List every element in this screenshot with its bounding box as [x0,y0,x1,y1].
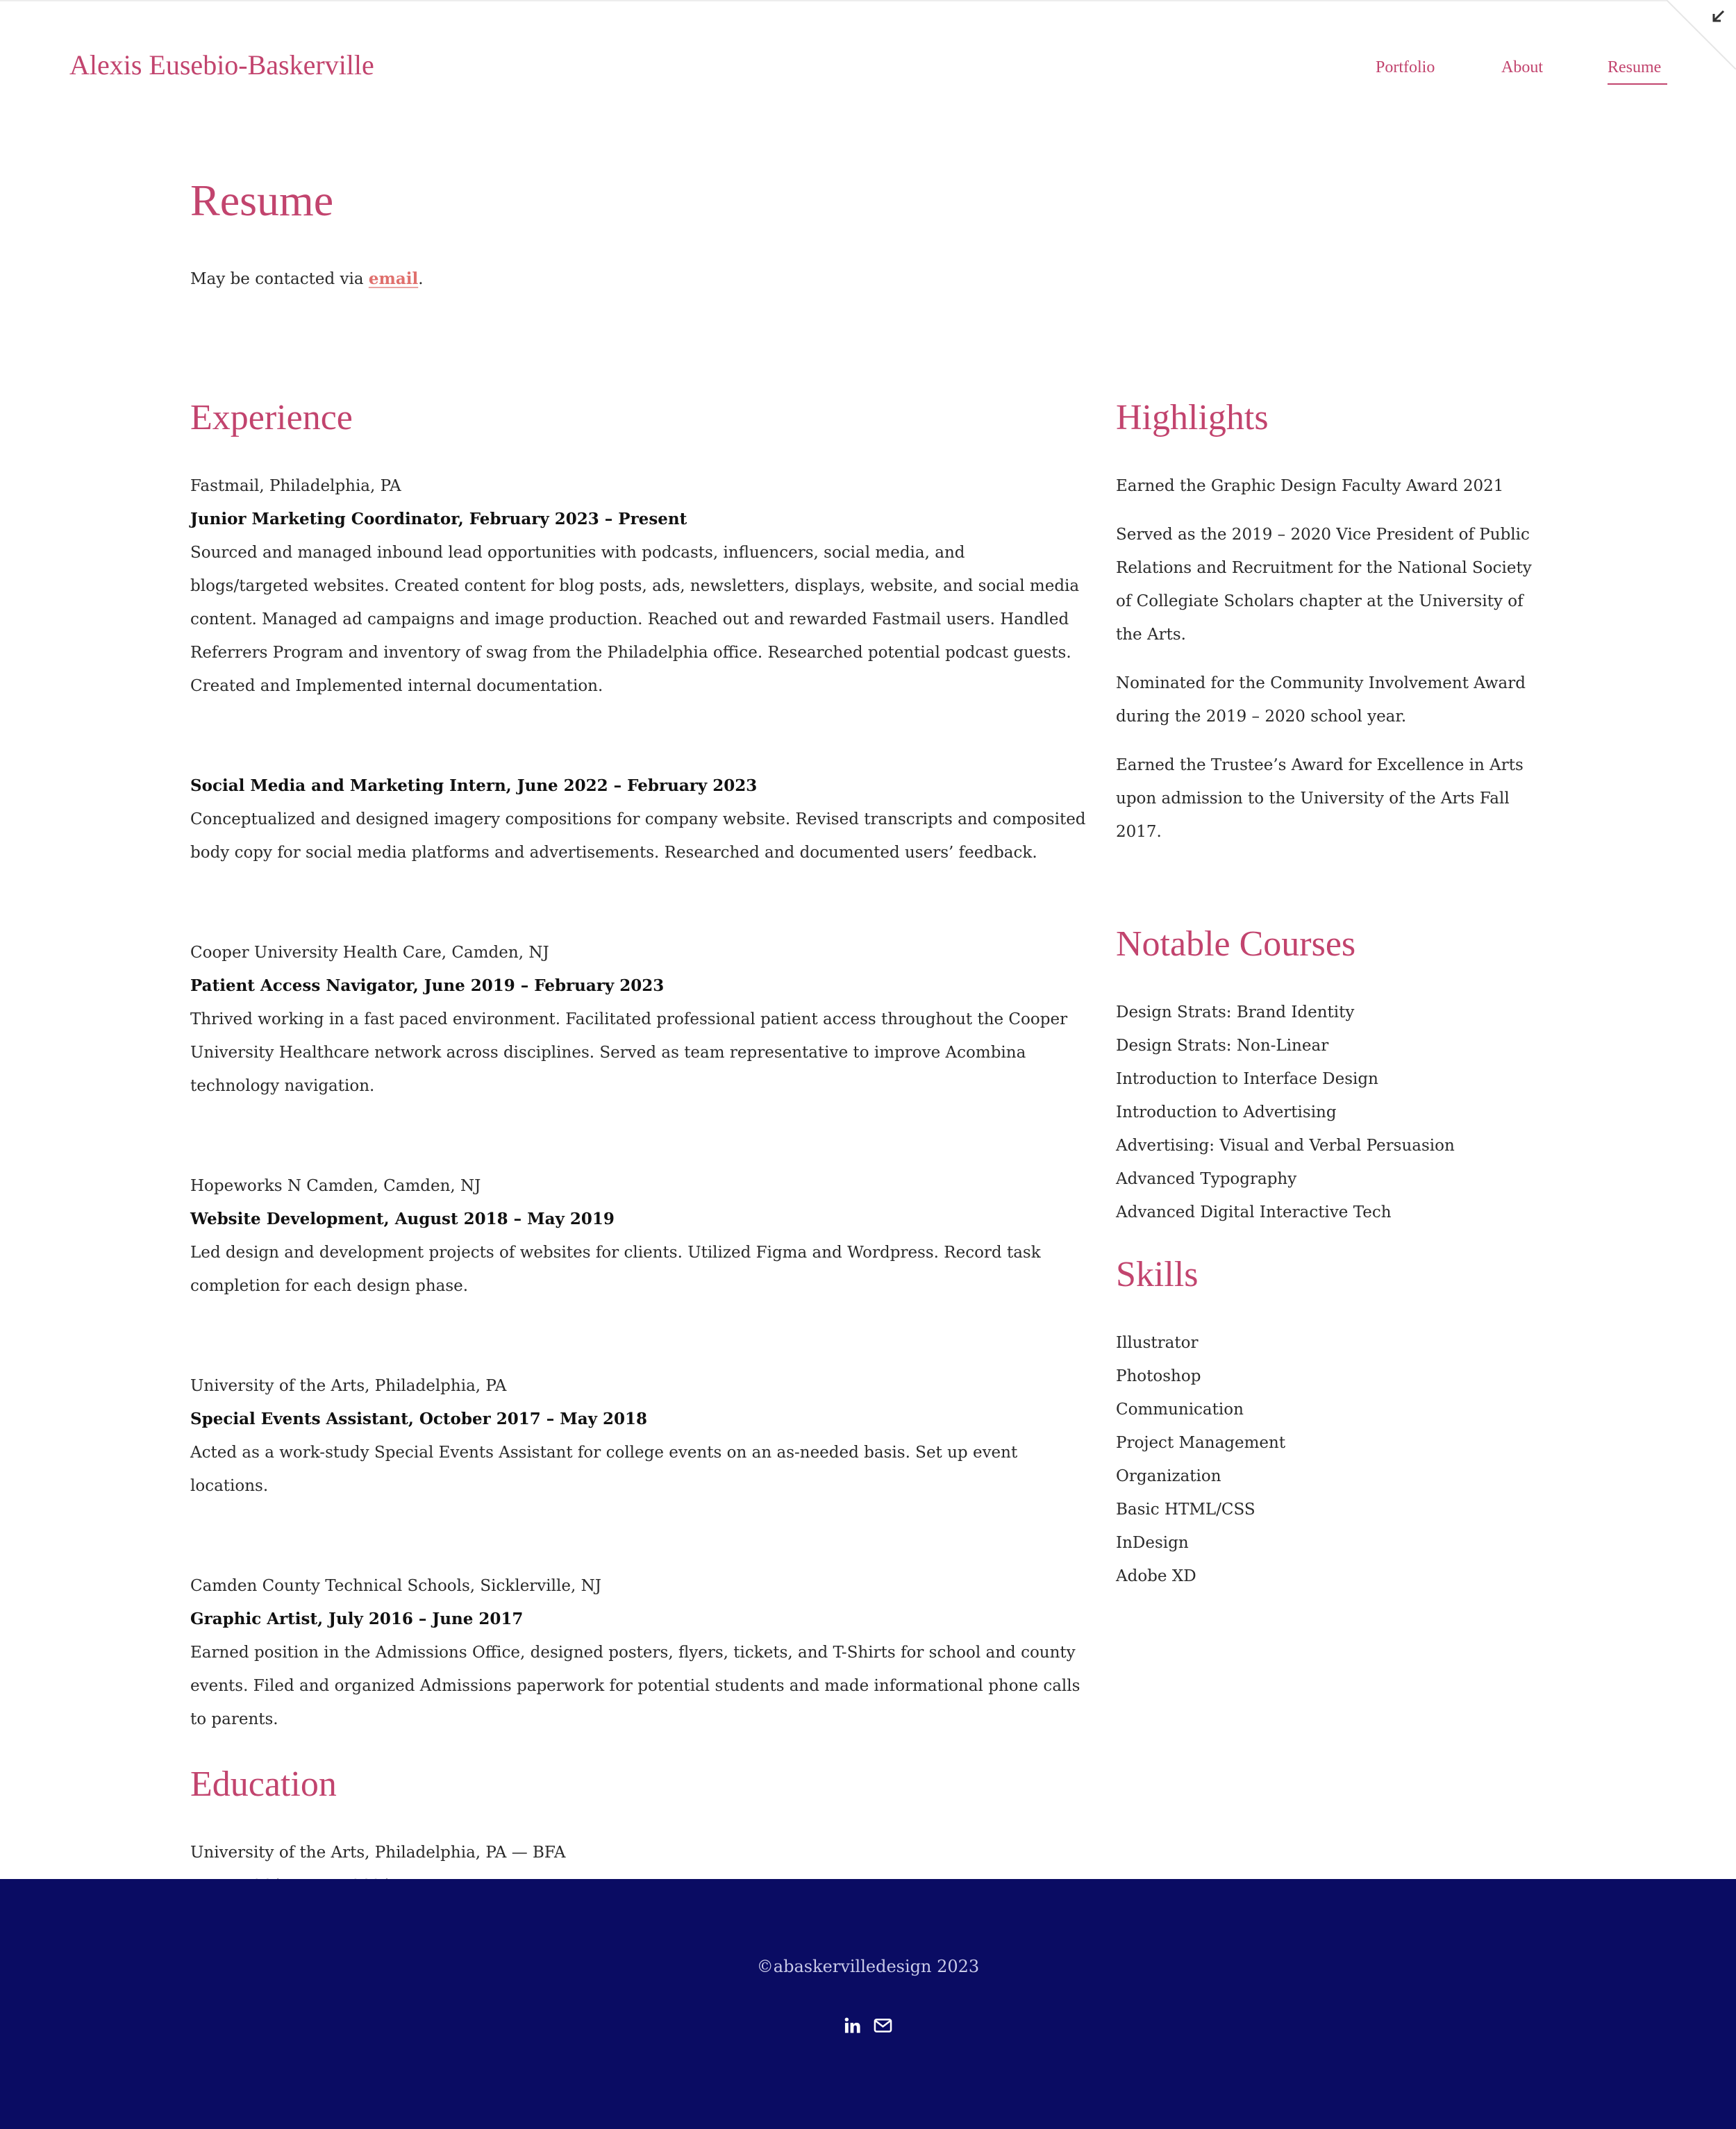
highlight-item: Earned the Graphic Design Faculty Award 2021 [1116,477,1504,495]
job-role: Graphic Artist, July 2016 – June 2017 [190,1610,524,1628]
contact-line [190,269,424,288]
nav-resume[interactable]: Resume [1608,58,1662,76]
highlights-heading: Highlights [1116,398,1269,437]
site-footer [0,1879,1736,2129]
job-role: Special Events Assistant, October 2017 – May 2018 [190,1410,647,1428]
job-entry [190,1569,1086,1736]
skill-item: Communication [1116,1401,1244,1419]
nav-portfolio[interactable]: Portfolio [1376,58,1435,76]
skill-item: Project Management [1116,1434,1286,1452]
job-description: Thrived working in a fast paced environment. Facilitated professional patient access throughout the Cooper University Healthcare network across disciplines. Served as team representative to improve Acombina technology navigation. [190,1010,1068,1095]
job-entry [190,769,1086,869]
skill-item: InDesign [1116,1534,1189,1552]
nav-active-underline [1608,83,1667,85]
job-role: Junior Marketing Coordinator, February 2023 – Present [190,510,687,528]
copyright-text: ©abaskervilledesign 2023 [756,1957,980,1976]
contact-prefix: May be contacted via [190,270,369,288]
skill-item: Organization [1116,1467,1221,1485]
highlight-item: Earned the Trustee’s Award for Excellence in Arts upon admission to the University of the Arts Fall 2017. [1116,756,1524,841]
email-link[interactable]: email [368,269,419,288]
job-role: Website Development, August 2018 – May 2019 [190,1210,615,1228]
collapse-corner[interactable] [1667,0,1736,69]
job-company: University of the Arts, Philadelphia, PA [190,1377,507,1395]
skill-item: Photoshop [1116,1367,1201,1385]
job-description: Earned position in the Admissions Office, designed posters, flyers, tickets, and T-Shirts for school and county events. Filed and organized Admissions paperwork for potential students and made informational phone calls to parents. [190,1644,1080,1728]
skill-item: Basic HTML/CSS [1116,1501,1255,1519]
course-item: Design Strats: Non-Linear [1116,1037,1329,1055]
social-links [844,2015,892,2036]
job-company: Fastmail, Philadelphia, PA [190,477,401,495]
job-role: Patient Access Navigator, June 2019 – February 2023 [190,976,665,995]
experience-column [190,397,1086,1936]
course-item: Advanced Digital Interactive Tech [1116,1203,1392,1221]
job-company: Cooper University Health Care, Camden, NJ [190,944,549,962]
job-company: Camden County Technical Schools, Sicklerville, NJ [190,1577,601,1595]
job-role: Social Media and Marketing Intern, June 2022 – February 2023 [190,776,758,795]
experience-heading: Experience [190,398,353,437]
job-company: Hopeworks N Camden, Camden, NJ [190,1177,481,1195]
sidebar-column [1116,397,1546,1593]
job-entry [190,469,1086,703]
nav-about[interactable]: About [1501,58,1543,76]
education-school: University of the Arts, Philadelphia, PA — BFA [190,1844,566,1862]
skills-heading: Skills [1116,1255,1199,1294]
job-description: Sourced and managed inbound lead opportunities with podcasts, influencers, social media, and blogs/targeted websites. Created content for blog posts, ads, newsletters, displays, website, and social media content. Managed ad campaigns and image production. Reached out and rewarded Fastmail users. Handled Referrers Program and inventory of swag from the Philadelphia office. Researched potential podcast guests. Created and Implemented internal documentation. [190,544,1080,695]
page-title: Resume [190,176,334,225]
course-item: Advanced Typography [1116,1170,1297,1188]
course-item: Introduction to Interface Design [1116,1070,1378,1088]
education-heading: Education [190,1764,337,1804]
highlight-item: Nominated for the Community Involvement Award during the 2019 – 2020 school year. [1116,674,1526,726]
job-entry [190,936,1086,1103]
skill-item: Adobe XD [1116,1567,1196,1585]
job-entry [190,1169,1086,1303]
course-item: Advertising: Visual and Verbal Persuasion [1116,1137,1455,1155]
site-title[interactable]: Alexis Eusebio-Baskerville [69,49,374,81]
job-entry [190,1369,1086,1503]
skill-item: Illustrator [1116,1334,1199,1352]
course-item: Design Strats: Brand Identity [1116,1003,1355,1021]
highlight-item: Served as the 2019 – 2020 Vice President of Public Relations and Recruitment for the National Society of Collegiate Scholars chapter at the University of the Arts. [1116,526,1532,644]
courses-heading: Notable Courses [1116,924,1356,964]
job-description: Led design and development projects of websites for clients. Utilized Figma and Wordpress. Record task completion for each design phase. [190,1244,1041,1295]
top-border [0,0,1667,1]
course-item: Introduction to Advertising [1116,1103,1337,1121]
linkedin-icon[interactable] [844,2017,861,2035]
spacer [1116,1229,1546,1254]
spacer [1116,864,1546,924]
contact-suffix: . [418,270,424,288]
mail-icon[interactable] [874,2017,892,2034]
job-description: Acted as a work-study Special Events Assistant for college events on an as-needed basis. Set up event locations. [190,1444,1018,1495]
job-description: Conceptualized and designed imagery compositions for company website. Revised transcripts and composited body copy for social media platforms and advertisements. Researched and documented users’ feedback. [190,810,1086,862]
